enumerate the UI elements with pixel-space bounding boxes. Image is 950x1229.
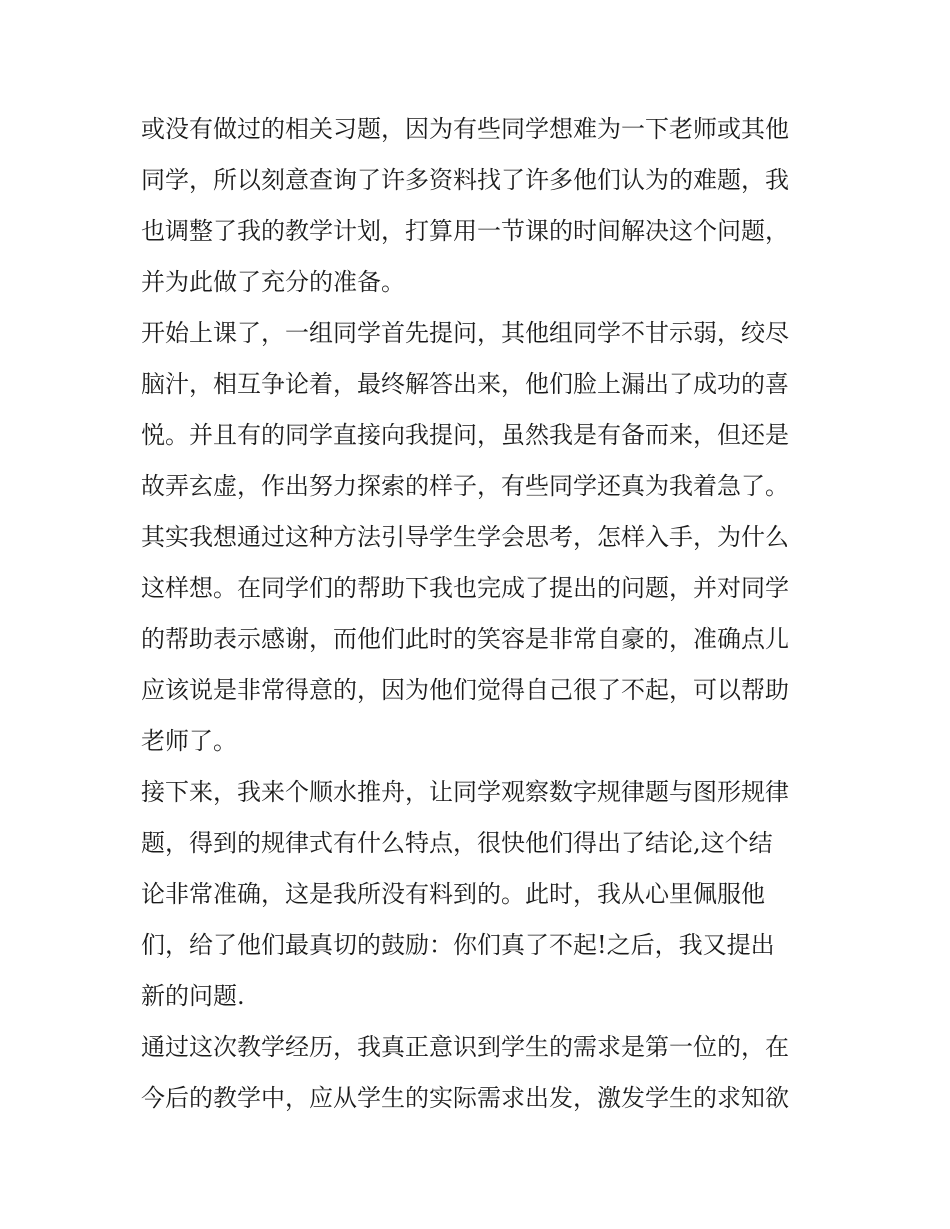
text-line: 悦。并且有的同学直接向我提问，虽然我是有备而来，但还是 bbox=[141, 421, 789, 449]
text-line: 并为此做了充分的准备。 bbox=[141, 268, 405, 296]
text-line: 这样想。在同学们的帮助下我也完成了提出的问题，并对同学 bbox=[141, 574, 789, 602]
text-line: 论非常准确，这是我所没有料到的。此时，我从心里佩服他 bbox=[141, 880, 765, 908]
text-line: 题，得到的规律式有什么特点，很快他们得出了结论,这个结 bbox=[141, 829, 773, 857]
text-line: 同学，所以刻意查询了许多资料找了许多他们认为的难题，我 bbox=[141, 166, 789, 194]
text-line: 的帮助表示感谢，而他们此时的笑容是非常自豪的，准确点儿 bbox=[141, 625, 789, 653]
text-line: 通过这次教学经历，我真正意识到学生的需求是第一位的，在 bbox=[141, 1033, 789, 1061]
text-line: 故弄玄虚，作出努力探索的样子，有些同学还真为我着急了。 bbox=[141, 472, 789, 500]
text-line: 或没有做过的相关习题，因为有些同学想难为一下老师或其他 bbox=[141, 115, 789, 143]
text-line: 接下来，我来个顺水推舟，让同学观察数字规律题与图形规律 bbox=[141, 778, 789, 806]
body-text bbox=[141, 104, 821, 1124]
text-line: 老师了。 bbox=[141, 727, 237, 755]
text-line: 新的问题. bbox=[141, 982, 245, 1010]
text-line: 们，给了他们最真切的鼓励：你们真了不起!之后，我又提出 bbox=[141, 931, 775, 959]
text-line: 开始上课了，一组同学首先提问，其他组同学不甘示弱，绞尽 bbox=[141, 319, 789, 347]
text-line: 脑汁，相互争论着，最终解答出来，他们脸上漏出了成功的喜 bbox=[141, 370, 789, 398]
text-line: 今后的教学中，应从学生的实际需求出发，激发学生的求知欲 bbox=[141, 1084, 789, 1112]
text-line: 也调整了我的教学计划，打算用一节课的时间解决这个问题， bbox=[141, 217, 789, 245]
text-line: 应该说是非常得意的，因为他们觉得自己很了不起，可以帮助 bbox=[141, 676, 789, 704]
text-line: 其实我想通过这种方法引导学生学会思考，怎样入手，为什么 bbox=[141, 523, 789, 551]
